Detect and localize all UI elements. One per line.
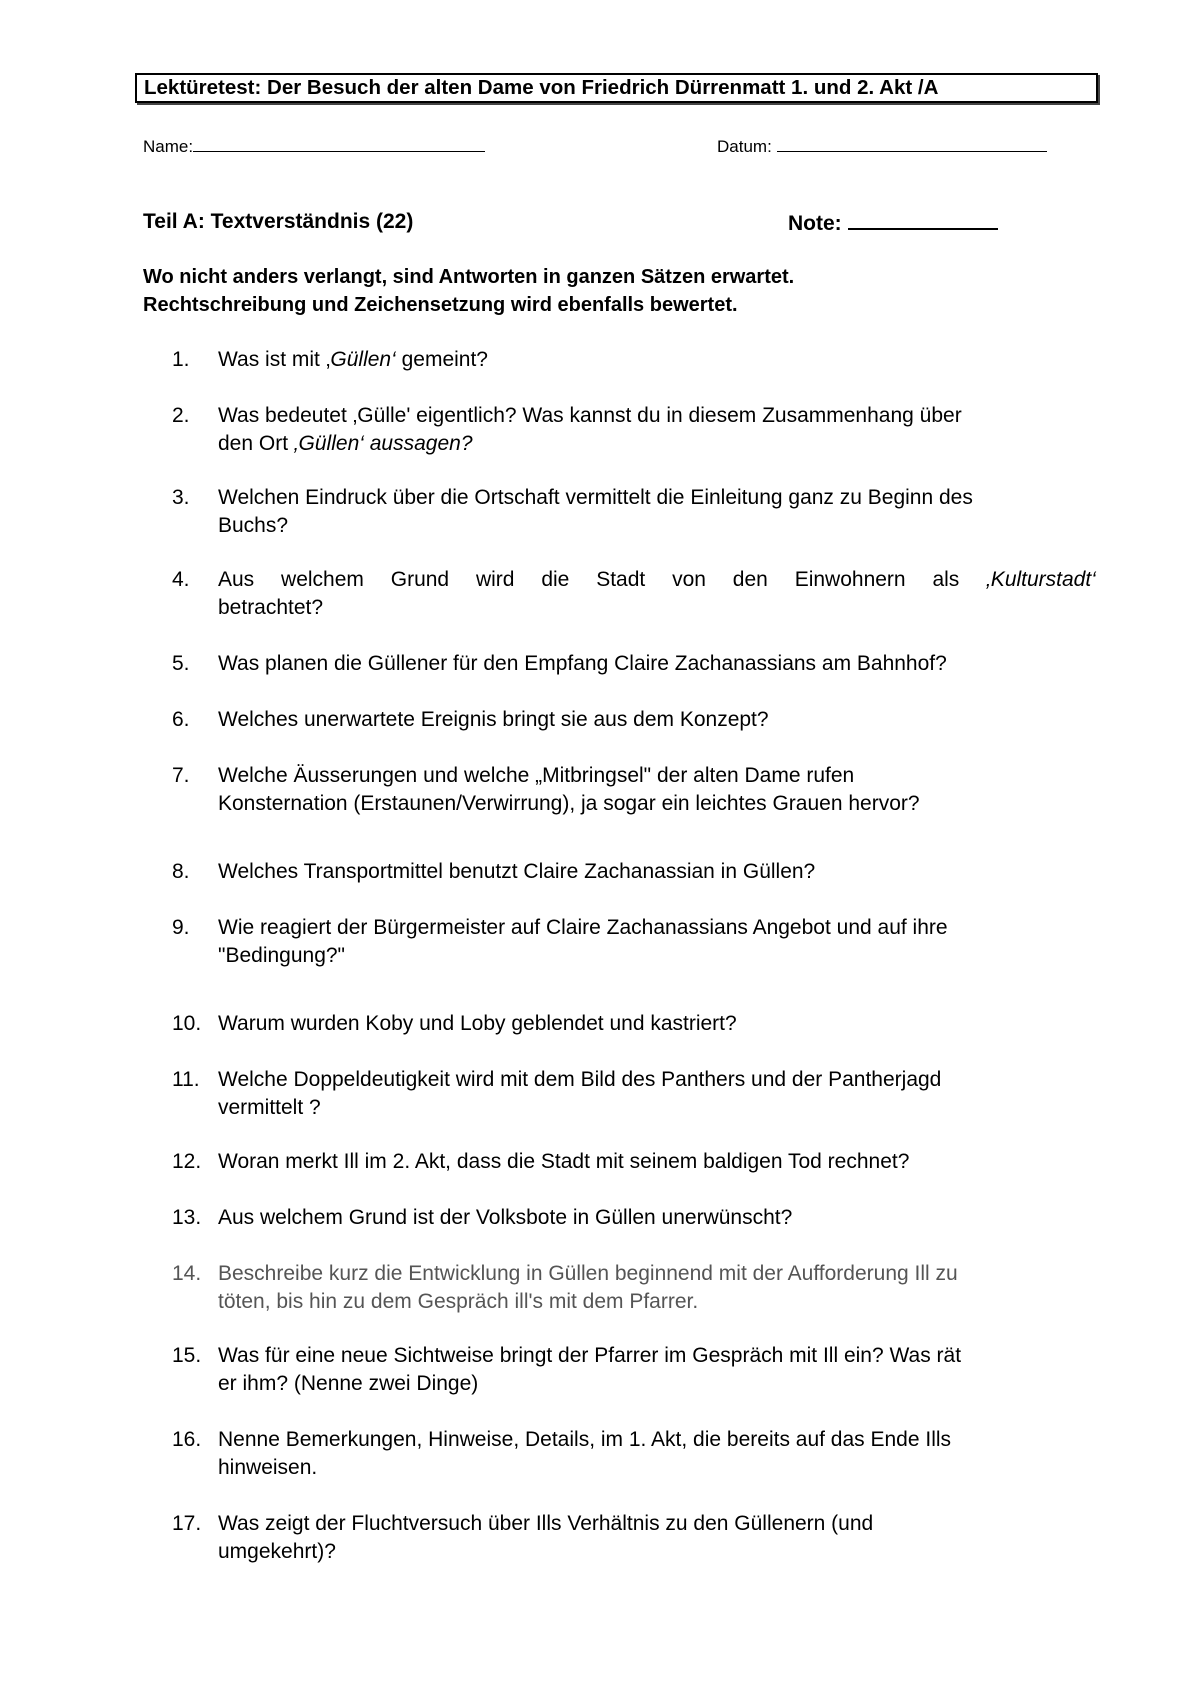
question-line: Was bedeutet ‚Gülle' eigentlich? Was kannst du in diesem Zusammenhang über — [218, 404, 962, 427]
question-line: er ihm? (Nenne zwei Dinge) — [218, 1372, 479, 1395]
instructions — [143, 263, 794, 319]
instructions-line-1: Wo nicht anders verlangt, sind Antworten in ganzen Sätzen erwartet. — [143, 266, 795, 288]
name-field — [143, 133, 485, 159]
word: wird — [475, 568, 515, 591]
name-label: Name: — [143, 137, 194, 156]
question-line: Welche Doppeldeutigkeit wird mit dem Bild des Panthers und der Pantherjagd — [218, 1068, 942, 1091]
question-line: Aus welchem Grund ist der Volksbote in Güllen unerwünscht? — [218, 1206, 793, 1229]
question-text-italic: ? — [460, 432, 473, 455]
word: von — [672, 568, 706, 591]
question-text — [218, 402, 1096, 458]
word: Aus — [218, 568, 255, 591]
question-line: vermittelt ? — [218, 1096, 321, 1119]
question-line: Warum wurden Koby und Loby geblendet und kastriert? — [218, 1012, 737, 1035]
question-line: Welche Äusserungen und welche „Mitbringsel" der alten Dame rufen — [218, 764, 855, 787]
question-text — [218, 1426, 1096, 1482]
question-text — [218, 484, 1096, 540]
question-text — [218, 706, 1096, 734]
name-blank-line — [193, 133, 485, 152]
question-text-part: gemeint? — [395, 348, 488, 371]
question-line: "Bedingung?" — [218, 944, 346, 967]
date-field — [717, 133, 1047, 159]
instructions-line-2: Rechtschreibung und Zeichensetzung wird ebenfalls bewertet. — [143, 294, 738, 316]
question-number: 4. — [172, 568, 190, 591]
question-line: Welches Transportmittel benutzt Claire Zachanassian in Güllen? — [218, 860, 816, 883]
question-line: Welchen Eindruck über die Ortschaft vermittelt die Einleitung ganz zu Beginn des — [218, 486, 973, 509]
word: Einwohnern — [794, 568, 906, 591]
question-text — [218, 650, 1096, 678]
question-line: Konsternation (Erstaunen/Verwirrung), ja sogar ein leichtes Grauen hervor? — [218, 792, 920, 815]
question-number: 3. — [172, 486, 190, 509]
word: Stadt — [596, 568, 646, 591]
question-number: 9. — [172, 916, 190, 939]
word: die — [541, 568, 570, 591]
question-line: Was für eine neue Sichtweise bringt der Pfarrer im Gespräch mit Ill ein? Was rät — [218, 1344, 962, 1367]
question-number: 12. — [172, 1150, 202, 1173]
question-text-part: Was ist mit ‚ — [218, 348, 331, 371]
question-number: 2. — [172, 404, 190, 427]
question-number: 13. — [172, 1206, 202, 1229]
question-text-part: den Ort — [218, 432, 294, 455]
question-line: Buchs? — [218, 514, 289, 537]
question-number: 5. — [172, 652, 190, 675]
question-line: töten, bis hin zu dem Gespräch ill's mit dem Pfarrer. — [218, 1290, 699, 1313]
question-text — [218, 1510, 1096, 1566]
question-line: betrachtet? — [218, 596, 324, 619]
word: als — [932, 568, 960, 591]
question-number: 16. — [172, 1428, 202, 1451]
question-text — [218, 914, 1096, 970]
question-text — [218, 1260, 1096, 1316]
title-text: Lektüretest: Der Besuch der alten Dame von Friedrich Dürrenmatt 1. und 2. Akt /A — [144, 76, 939, 99]
question-line: Wie reagiert der Bürgermeister auf Claire Zachanassians Angebot und auf ihre — [218, 916, 948, 939]
question-number: 7. — [172, 764, 190, 787]
question-number: 11. — [172, 1068, 200, 1091]
date-label: Datum: — [717, 137, 772, 156]
word: Grund — [390, 568, 450, 591]
question-number: 6. — [172, 708, 190, 731]
question-number: 15. — [172, 1344, 202, 1367]
question-number: 1. — [172, 348, 190, 371]
question-text — [218, 858, 1096, 886]
word: den — [732, 568, 768, 591]
question-text — [218, 762, 1096, 818]
question-line-justified — [218, 566, 1096, 594]
question-line: hinweisen. — [218, 1456, 318, 1479]
question-text — [218, 1010, 1096, 1038]
grade-field — [788, 208, 998, 238]
question-text-italic: ‚Kulturstadt‘ — [986, 568, 1096, 591]
question-text — [218, 1066, 1096, 1122]
section-heading: Teil A: Textverständnis (22) — [143, 210, 414, 233]
question-text — [218, 1204, 1096, 1232]
question-line: Was zeigt der Fluchtversuch über Ills Verhältnis zu den Güllenern (und — [218, 1512, 874, 1535]
question-number: 17. — [172, 1512, 202, 1535]
question-line: Woran merkt Ill im 2. Akt, dass die Stadt mit seinem baldigen Tod rechnet? — [218, 1150, 910, 1173]
question-text-italic: ‚Güllen‘ aussagen — [293, 432, 461, 455]
question-line: Beschreibe kurz die Entwicklung in Güllen beginnend mit der Aufforderung Ill zu — [218, 1262, 958, 1285]
word: welchem — [281, 568, 364, 591]
worksheet-title — [135, 73, 1098, 103]
question-line: Nenne Bemerkungen, Hinweise, Details, im 1. Akt, die bereits auf das Ende Ills — [218, 1428, 952, 1451]
question-text — [218, 346, 1096, 374]
question-text-italic: Güllen‘ — [330, 348, 396, 371]
grade-blank-line — [848, 208, 998, 230]
question-text — [218, 1148, 1096, 1176]
question-line: umgekehrt)? — [218, 1540, 336, 1563]
question-number: 8. — [172, 860, 190, 883]
question-number: 10. — [172, 1012, 202, 1035]
question-number: 14. — [172, 1262, 202, 1285]
question-text — [218, 1342, 1096, 1398]
question-text — [218, 566, 1096, 622]
grade-label: Note: — [788, 212, 842, 235]
question-line: Welches unerwartete Ereignis bringt sie aus dem Konzept? — [218, 708, 769, 731]
date-blank-line — [777, 133, 1047, 152]
question-line: Was planen die Güllener für den Empfang Claire Zachanassians am Bahnhof? — [218, 652, 947, 675]
